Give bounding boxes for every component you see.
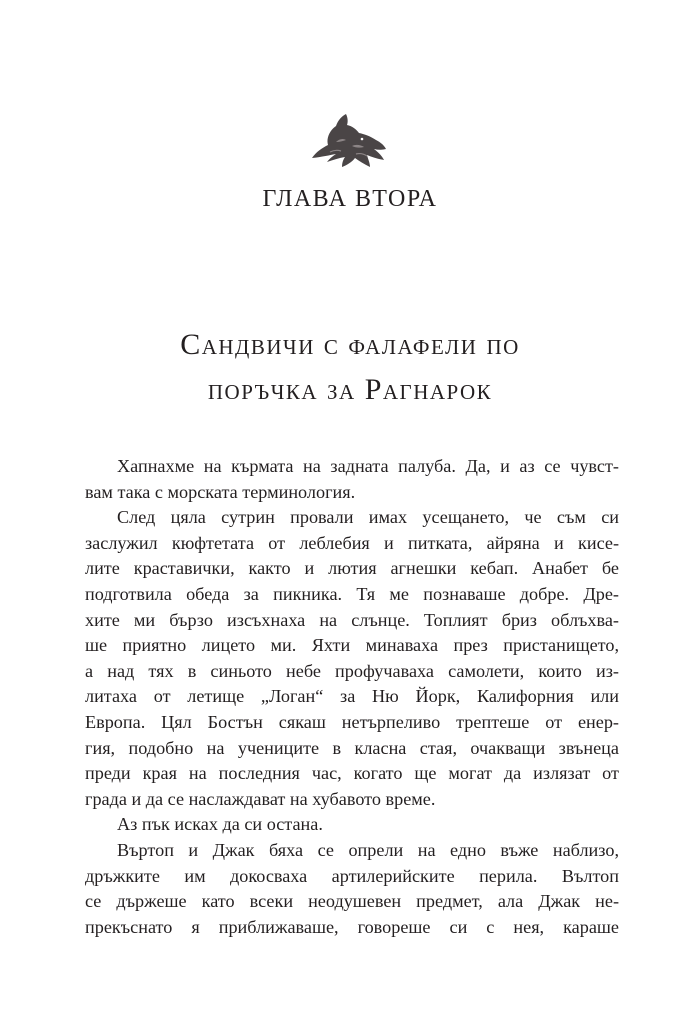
chapter-title-line: поръчка за Рагнарок [207,373,493,406]
text-line: гия, подобно на учениците в класна стая, очакващи звънеца [85,737,619,758]
wolf-head-icon [306,112,388,174]
chapter-title-line: Сандвичи с фалафели по [180,328,520,361]
text-line: дръжките им докосваха артилерийските перила. Вълтоп [85,865,619,886]
text-line: Въртоп и Джак бяха се опрели на едно въже наблизо, [117,839,619,860]
text-line: се държеше като всеки неодушевен предмет, ала Джак не- [85,891,619,912]
body-text [85,454,619,940]
text-line: подготвила обеда за пикника. Тя ме познаваше добре. Дре- [85,583,619,604]
text-line: Хапнахме на кърмата на задната палуба. Да, и аз се чувст- [117,456,619,476]
text-line: преди края на последния час, когато ще могат да излязат от [85,763,619,784]
text-line: След цяла сутрин провали имах усещането, че съм си [117,507,619,528]
text-line: града и да се наслаждават на хубавото време. [85,788,436,809]
text-line: а над тях в синьото небе профучаваха самолети, които из- [85,660,619,681]
text-line: хите ми бързо изсъхнаха на слънце. Топлият бриз облъхва- [85,609,619,630]
text-line: заслужил кюфтетата от леблебия и питката, айряна и кисе- [85,532,619,553]
text-line: Европа. Цял Бостън сякаш нетърпеливо трептеше от енер- [85,711,619,732]
text-line: прекъснато я приближаваше, говореше си с нея, караше [85,916,619,937]
chapter-title [60,322,640,412]
text-line: ше приятно лицето ми. Яхти минаваха през пристанището, [85,635,619,656]
text-line: литаха от летище „Логан“ за Ню Йорк, Калифорния или [85,686,619,707]
chapter-label: ГЛАВА ВТОРА [262,186,438,212]
text-line: Аз пък исках да си остана. [117,814,323,835]
text-line: вам така с морската терминология. [85,481,356,502]
text-line: лите краставички, както и лютия агнешки кебап. Анабет бе [85,558,619,579]
